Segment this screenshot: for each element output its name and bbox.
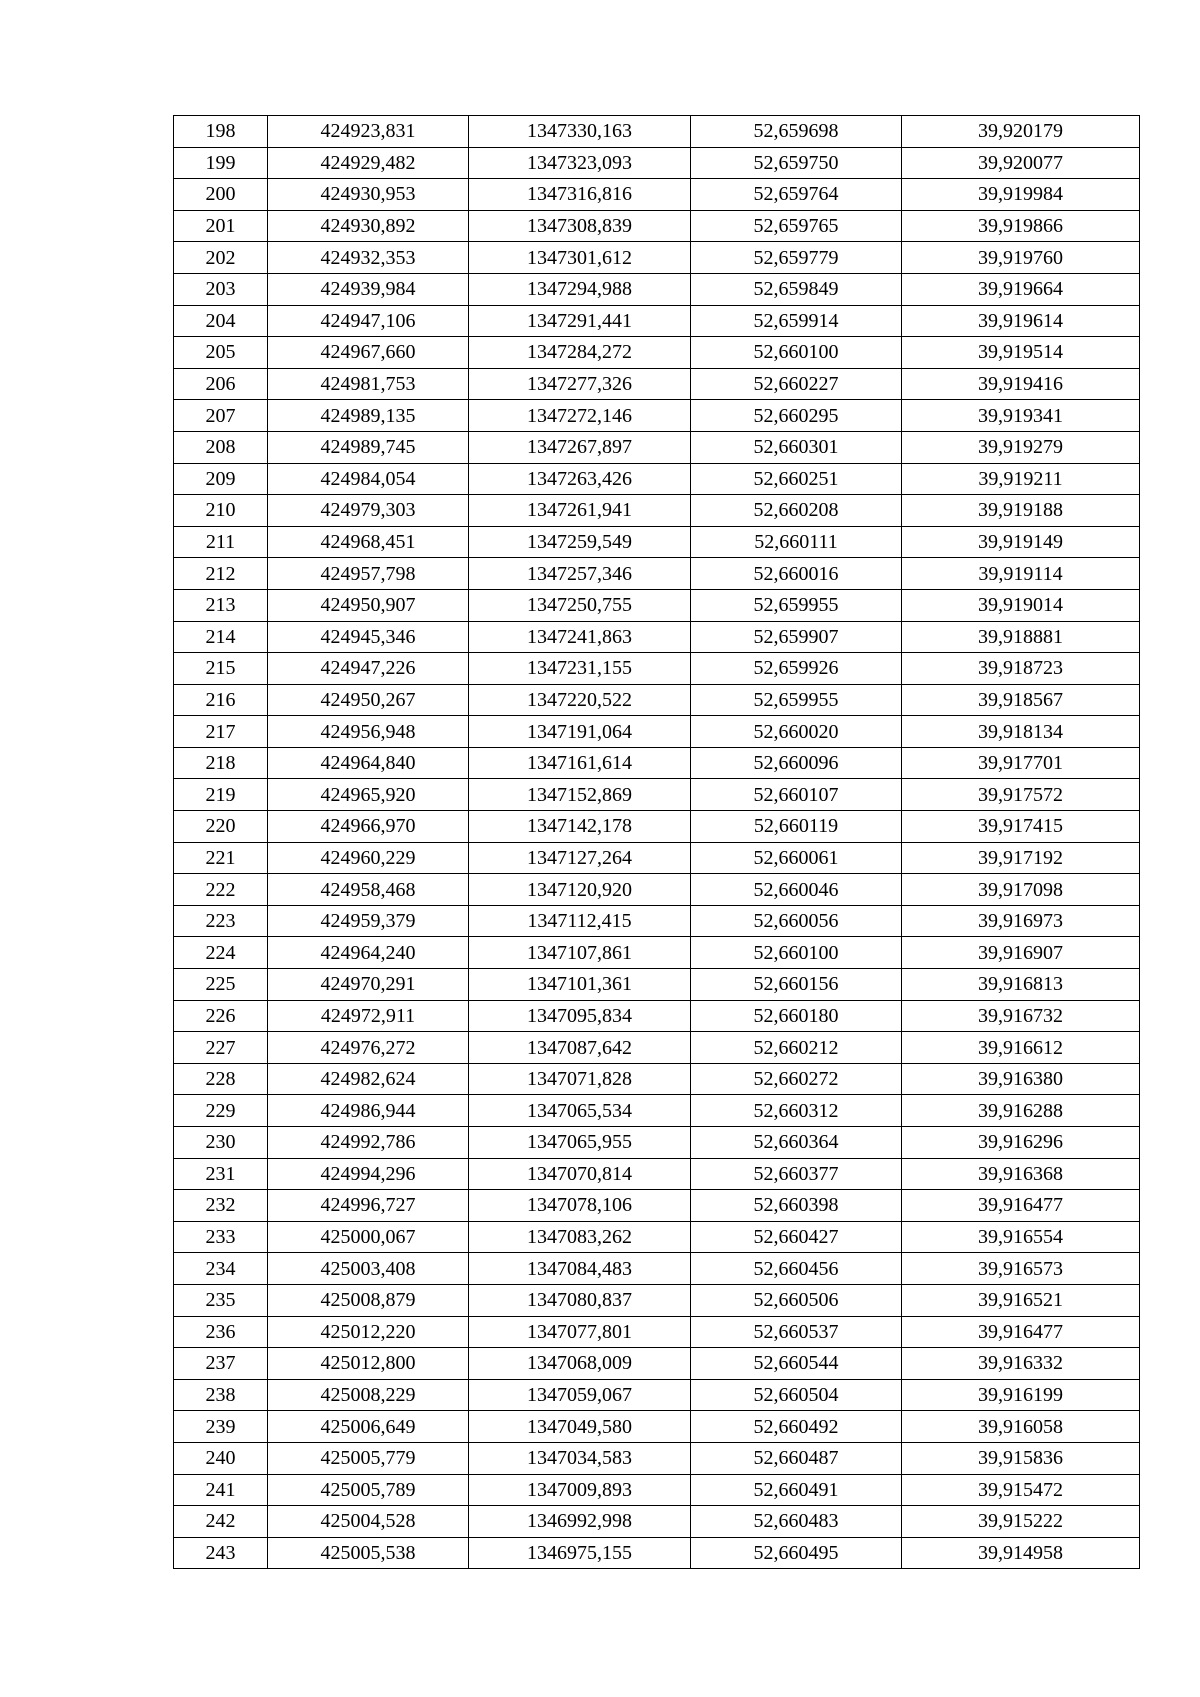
longitude-cell: 39,915222: [902, 1506, 1140, 1538]
table-row: [174, 1284, 1140, 1316]
y-coordinate-cell: 1347107,861: [469, 937, 691, 969]
latitude-cell: 52,660491: [691, 1474, 902, 1506]
point-number-cell: 218: [174, 747, 268, 779]
coordinates-table: [173, 115, 1140, 1569]
x-coordinate-cell: 424981,753: [268, 368, 469, 400]
latitude-cell: 52,660495: [691, 1537, 902, 1569]
y-coordinate-cell: 1347142,178: [469, 811, 691, 843]
table-row: [174, 937, 1140, 969]
y-coordinate-cell: 1347009,893: [469, 1474, 691, 1506]
latitude-cell: 52,660377: [691, 1158, 902, 1190]
point-number-cell: 212: [174, 558, 268, 590]
x-coordinate-cell: 424956,948: [268, 716, 469, 748]
table-row: [174, 463, 1140, 495]
x-coordinate-cell: 425012,800: [268, 1348, 469, 1380]
y-coordinate-cell: 1347127,264: [469, 842, 691, 874]
table-row: [174, 147, 1140, 179]
longitude-cell: 39,916368: [902, 1158, 1140, 1190]
x-coordinate-cell: 425005,779: [268, 1442, 469, 1474]
latitude-cell: 52,660227: [691, 368, 902, 400]
longitude-cell: 39,919149: [902, 526, 1140, 558]
y-coordinate-cell: 1347049,580: [469, 1411, 691, 1443]
y-coordinate-cell: 1347316,816: [469, 179, 691, 211]
x-coordinate-cell: 424957,798: [268, 558, 469, 590]
table-row: [174, 1316, 1140, 1348]
point-number-cell: 227: [174, 1032, 268, 1064]
point-number-cell: 235: [174, 1284, 268, 1316]
table-row: [174, 242, 1140, 274]
point-number-cell: 234: [174, 1253, 268, 1285]
latitude-cell: 52,660272: [691, 1063, 902, 1095]
latitude-cell: 52,660492: [691, 1411, 902, 1443]
point-number-cell: 220: [174, 811, 268, 843]
table-row: [174, 779, 1140, 811]
latitude-cell: 52,660487: [691, 1442, 902, 1474]
y-coordinate-cell: 1347152,869: [469, 779, 691, 811]
table-row: [174, 684, 1140, 716]
table-row: [174, 273, 1140, 305]
point-number-cell: 206: [174, 368, 268, 400]
table-row: [174, 558, 1140, 590]
point-number-cell: 217: [174, 716, 268, 748]
longitude-cell: 39,916554: [902, 1221, 1140, 1253]
point-number-cell: 198: [174, 116, 268, 148]
x-coordinate-cell: 424989,745: [268, 431, 469, 463]
table-row: [174, 1348, 1140, 1380]
latitude-cell: 52,660056: [691, 905, 902, 937]
y-coordinate-cell: 1347120,920: [469, 874, 691, 906]
longitude-cell: 39,916332: [902, 1348, 1140, 1380]
table-row: [174, 1221, 1140, 1253]
latitude-cell: 52,660537: [691, 1316, 902, 1348]
y-coordinate-cell: 1347161,614: [469, 747, 691, 779]
x-coordinate-cell: 424968,451: [268, 526, 469, 558]
latitude-cell: 52,660111: [691, 526, 902, 558]
y-coordinate-cell: 1347261,941: [469, 495, 691, 527]
latitude-cell: 52,660156: [691, 969, 902, 1001]
latitude-cell: 52,659764: [691, 179, 902, 211]
point-number-cell: 228: [174, 1063, 268, 1095]
x-coordinate-cell: 424994,296: [268, 1158, 469, 1190]
table-row: [174, 368, 1140, 400]
latitude-cell: 52,659779: [691, 242, 902, 274]
latitude-cell: 52,660398: [691, 1190, 902, 1222]
longitude-cell: 39,919416: [902, 368, 1140, 400]
table-row: [174, 905, 1140, 937]
y-coordinate-cell: 1347095,834: [469, 1000, 691, 1032]
latitude-cell: 52,659914: [691, 305, 902, 337]
point-number-cell: 210: [174, 495, 268, 527]
table-row: [174, 874, 1140, 906]
latitude-cell: 52,659907: [691, 621, 902, 653]
latitude-cell: 52,660119: [691, 811, 902, 843]
longitude-cell: 39,919211: [902, 463, 1140, 495]
y-coordinate-cell: 1347272,146: [469, 400, 691, 432]
longitude-cell: 39,916288: [902, 1095, 1140, 1127]
x-coordinate-cell: 424970,291: [268, 969, 469, 1001]
y-coordinate-cell: 1347101,361: [469, 969, 691, 1001]
x-coordinate-cell: 424930,892: [268, 210, 469, 242]
y-coordinate-cell: 1346992,998: [469, 1506, 691, 1538]
table-row: [174, 1095, 1140, 1127]
coordinates-table-body: [174, 116, 1140, 1569]
latitude-cell: 52,660107: [691, 779, 902, 811]
x-coordinate-cell: 424972,911: [268, 1000, 469, 1032]
latitude-cell: 52,660208: [691, 495, 902, 527]
y-coordinate-cell: 1347083,262: [469, 1221, 691, 1253]
x-coordinate-cell: 424945,346: [268, 621, 469, 653]
longitude-cell: 39,915472: [902, 1474, 1140, 1506]
table-row: [174, 1158, 1140, 1190]
x-coordinate-cell: 424964,840: [268, 747, 469, 779]
latitude-cell: 52,660016: [691, 558, 902, 590]
longitude-cell: 39,919614: [902, 305, 1140, 337]
latitude-cell: 52,660427: [691, 1221, 902, 1253]
longitude-cell: 39,916573: [902, 1253, 1140, 1285]
table-row: [174, 747, 1140, 779]
longitude-cell: 39,920077: [902, 147, 1140, 179]
x-coordinate-cell: 424947,226: [268, 653, 469, 685]
y-coordinate-cell: 1347065,534: [469, 1095, 691, 1127]
latitude-cell: 52,660046: [691, 874, 902, 906]
latitude-cell: 52,660212: [691, 1032, 902, 1064]
table-row: [174, 969, 1140, 1001]
latitude-cell: 52,660483: [691, 1506, 902, 1538]
point-number-cell: 232: [174, 1190, 268, 1222]
table-row: [174, 1411, 1140, 1443]
x-coordinate-cell: 424976,272: [268, 1032, 469, 1064]
y-coordinate-cell: 1347231,155: [469, 653, 691, 685]
x-coordinate-cell: 424992,786: [268, 1127, 469, 1159]
point-number-cell: 221: [174, 842, 268, 874]
point-number-cell: 231: [174, 1158, 268, 1190]
y-coordinate-cell: 1347308,839: [469, 210, 691, 242]
point-number-cell: 203: [174, 273, 268, 305]
x-coordinate-cell: 424982,624: [268, 1063, 469, 1095]
table-row: [174, 337, 1140, 369]
y-coordinate-cell: 1347284,272: [469, 337, 691, 369]
longitude-cell: 39,919341: [902, 400, 1140, 432]
table-row: [174, 400, 1140, 432]
longitude-cell: 39,919984: [902, 179, 1140, 211]
x-coordinate-cell: 424939,984: [268, 273, 469, 305]
point-number-cell: 238: [174, 1379, 268, 1411]
longitude-cell: 39,916521: [902, 1284, 1140, 1316]
longitude-cell: 39,916813: [902, 969, 1140, 1001]
point-number-cell: 223: [174, 905, 268, 937]
x-coordinate-cell: 424923,831: [268, 116, 469, 148]
y-coordinate-cell: 1347071,828: [469, 1063, 691, 1095]
point-number-cell: 242: [174, 1506, 268, 1538]
latitude-cell: 52,660504: [691, 1379, 902, 1411]
y-coordinate-cell: 1347241,863: [469, 621, 691, 653]
latitude-cell: 52,660364: [691, 1127, 902, 1159]
x-coordinate-cell: 424929,482: [268, 147, 469, 179]
y-coordinate-cell: 1347263,426: [469, 463, 691, 495]
longitude-cell: 39,918723: [902, 653, 1140, 685]
longitude-cell: 39,916477: [902, 1190, 1140, 1222]
y-coordinate-cell: 1347330,163: [469, 116, 691, 148]
point-number-cell: 201: [174, 210, 268, 242]
point-number-cell: 219: [174, 779, 268, 811]
table-row: [174, 116, 1140, 148]
table-row: [174, 653, 1140, 685]
point-number-cell: 215: [174, 653, 268, 685]
point-number-cell: 216: [174, 684, 268, 716]
longitude-cell: 39,916907: [902, 937, 1140, 969]
table-row: [174, 210, 1140, 242]
x-coordinate-cell: 424930,953: [268, 179, 469, 211]
longitude-cell: 39,917415: [902, 811, 1140, 843]
table-row: [174, 842, 1140, 874]
y-coordinate-cell: 1347191,064: [469, 716, 691, 748]
latitude-cell: 52,660061: [691, 842, 902, 874]
table-row: [174, 1442, 1140, 1474]
table-row: [174, 1032, 1140, 1064]
longitude-cell: 39,916732: [902, 1000, 1140, 1032]
y-coordinate-cell: 1347323,093: [469, 147, 691, 179]
latitude-cell: 52,659926: [691, 653, 902, 685]
table-row: [174, 1127, 1140, 1159]
point-number-cell: 204: [174, 305, 268, 337]
longitude-cell: 39,919760: [902, 242, 1140, 274]
point-number-cell: 202: [174, 242, 268, 274]
point-number-cell: 225: [174, 969, 268, 1001]
x-coordinate-cell: 425004,528: [268, 1506, 469, 1538]
table-row: [174, 621, 1140, 653]
y-coordinate-cell: 1347070,814: [469, 1158, 691, 1190]
table-row: [174, 716, 1140, 748]
latitude-cell: 52,660544: [691, 1348, 902, 1380]
table-row: [174, 1190, 1140, 1222]
point-number-cell: 222: [174, 874, 268, 906]
y-coordinate-cell: 1347301,612: [469, 242, 691, 274]
point-number-cell: 205: [174, 337, 268, 369]
y-coordinate-cell: 1347220,522: [469, 684, 691, 716]
longitude-cell: 39,917192: [902, 842, 1140, 874]
y-coordinate-cell: 1347259,549: [469, 526, 691, 558]
longitude-cell: 39,919188: [902, 495, 1140, 527]
latitude-cell: 52,660456: [691, 1253, 902, 1285]
latitude-cell: 52,660100: [691, 937, 902, 969]
point-number-cell: 199: [174, 147, 268, 179]
y-coordinate-cell: 1347267,897: [469, 431, 691, 463]
x-coordinate-cell: 424979,303: [268, 495, 469, 527]
y-coordinate-cell: 1347077,801: [469, 1316, 691, 1348]
point-number-cell: 230: [174, 1127, 268, 1159]
y-coordinate-cell: 1347112,415: [469, 905, 691, 937]
table-row: [174, 305, 1140, 337]
longitude-cell: 39,919514: [902, 337, 1140, 369]
x-coordinate-cell: 425008,229: [268, 1379, 469, 1411]
y-coordinate-cell: 1347078,106: [469, 1190, 691, 1222]
latitude-cell: 52,659750: [691, 147, 902, 179]
point-number-cell: 233: [174, 1221, 268, 1253]
longitude-cell: 39,916058: [902, 1411, 1140, 1443]
x-coordinate-cell: 425006,649: [268, 1411, 469, 1443]
x-coordinate-cell: 424989,135: [268, 400, 469, 432]
latitude-cell: 52,660506: [691, 1284, 902, 1316]
point-number-cell: 241: [174, 1474, 268, 1506]
x-coordinate-cell: 424950,907: [268, 589, 469, 621]
table-row: [174, 526, 1140, 558]
x-coordinate-cell: 425012,220: [268, 1316, 469, 1348]
point-number-cell: 213: [174, 589, 268, 621]
latitude-cell: 52,659955: [691, 589, 902, 621]
longitude-cell: 39,920179: [902, 116, 1140, 148]
latitude-cell: 52,660180: [691, 1000, 902, 1032]
latitude-cell: 52,659955: [691, 684, 902, 716]
table-row: [174, 1379, 1140, 1411]
x-coordinate-cell: 424984,054: [268, 463, 469, 495]
latitude-cell: 52,660100: [691, 337, 902, 369]
x-coordinate-cell: 424996,727: [268, 1190, 469, 1222]
y-coordinate-cell: 1346975,155: [469, 1537, 691, 1569]
longitude-cell: 39,919114: [902, 558, 1140, 590]
longitude-cell: 39,917701: [902, 747, 1140, 779]
longitude-cell: 39,919279: [902, 431, 1140, 463]
x-coordinate-cell: 425000,067: [268, 1221, 469, 1253]
x-coordinate-cell: 424959,379: [268, 905, 469, 937]
table-row: [174, 495, 1140, 527]
latitude-cell: 52,659698: [691, 116, 902, 148]
x-coordinate-cell: 424950,267: [268, 684, 469, 716]
longitude-cell: 39,916296: [902, 1127, 1140, 1159]
y-coordinate-cell: 1347034,583: [469, 1442, 691, 1474]
table-row: [174, 589, 1140, 621]
point-number-cell: 243: [174, 1537, 268, 1569]
table-row: [174, 1537, 1140, 1569]
point-number-cell: 209: [174, 463, 268, 495]
x-coordinate-cell: 424947,106: [268, 305, 469, 337]
y-coordinate-cell: 1347277,326: [469, 368, 691, 400]
longitude-cell: 39,918881: [902, 621, 1140, 653]
x-coordinate-cell: 425005,789: [268, 1474, 469, 1506]
point-number-cell: 226: [174, 1000, 268, 1032]
table-row: [174, 1000, 1140, 1032]
point-number-cell: 208: [174, 431, 268, 463]
longitude-cell: 39,919866: [902, 210, 1140, 242]
x-coordinate-cell: 424958,468: [268, 874, 469, 906]
x-coordinate-cell: 424965,920: [268, 779, 469, 811]
longitude-cell: 39,916612: [902, 1032, 1140, 1064]
longitude-cell: 39,917572: [902, 779, 1140, 811]
x-coordinate-cell: 424960,229: [268, 842, 469, 874]
longitude-cell: 39,917098: [902, 874, 1140, 906]
table-row: [174, 1506, 1140, 1538]
x-coordinate-cell: 424966,970: [268, 811, 469, 843]
point-number-cell: 229: [174, 1095, 268, 1127]
point-number-cell: 207: [174, 400, 268, 432]
longitude-cell: 39,918567: [902, 684, 1140, 716]
y-coordinate-cell: 1347059,067: [469, 1379, 691, 1411]
y-coordinate-cell: 1347087,642: [469, 1032, 691, 1064]
latitude-cell: 52,660251: [691, 463, 902, 495]
table-row: [174, 1474, 1140, 1506]
y-coordinate-cell: 1347080,837: [469, 1284, 691, 1316]
point-number-cell: 240: [174, 1442, 268, 1474]
table-row: [174, 179, 1140, 211]
longitude-cell: 39,916380: [902, 1063, 1140, 1095]
table-row: [174, 1063, 1140, 1095]
point-number-cell: 239: [174, 1411, 268, 1443]
longitude-cell: 39,914958: [902, 1537, 1140, 1569]
table-row: [174, 431, 1140, 463]
latitude-cell: 52,659765: [691, 210, 902, 242]
latitude-cell: 52,660301: [691, 431, 902, 463]
latitude-cell: 52,660312: [691, 1095, 902, 1127]
latitude-cell: 52,659849: [691, 273, 902, 305]
y-coordinate-cell: 1347065,955: [469, 1127, 691, 1159]
longitude-cell: 39,919664: [902, 273, 1140, 305]
point-number-cell: 224: [174, 937, 268, 969]
x-coordinate-cell: 424964,240: [268, 937, 469, 969]
latitude-cell: 52,660096: [691, 747, 902, 779]
x-coordinate-cell: 424986,944: [268, 1095, 469, 1127]
longitude-cell: 39,918134: [902, 716, 1140, 748]
x-coordinate-cell: 425003,408: [268, 1253, 469, 1285]
y-coordinate-cell: 1347291,441: [469, 305, 691, 337]
point-number-cell: 211: [174, 526, 268, 558]
longitude-cell: 39,915836: [902, 1442, 1140, 1474]
table-row: [174, 811, 1140, 843]
longitude-cell: 39,916477: [902, 1316, 1140, 1348]
longitude-cell: 39,916199: [902, 1379, 1140, 1411]
y-coordinate-cell: 1347294,988: [469, 273, 691, 305]
x-coordinate-cell: 424932,353: [268, 242, 469, 274]
y-coordinate-cell: 1347084,483: [469, 1253, 691, 1285]
x-coordinate-cell: 425008,879: [268, 1284, 469, 1316]
y-coordinate-cell: 1347257,346: [469, 558, 691, 590]
longitude-cell: 39,916973: [902, 905, 1140, 937]
y-coordinate-cell: 1347250,755: [469, 589, 691, 621]
longitude-cell: 39,919014: [902, 589, 1140, 621]
latitude-cell: 52,660020: [691, 716, 902, 748]
table-row: [174, 1253, 1140, 1285]
y-coordinate-cell: 1347068,009: [469, 1348, 691, 1380]
point-number-cell: 237: [174, 1348, 268, 1380]
x-coordinate-cell: 424967,660: [268, 337, 469, 369]
point-number-cell: 236: [174, 1316, 268, 1348]
point-number-cell: 214: [174, 621, 268, 653]
x-coordinate-cell: 425005,538: [268, 1537, 469, 1569]
point-number-cell: 200: [174, 179, 268, 211]
latitude-cell: 52,660295: [691, 400, 902, 432]
